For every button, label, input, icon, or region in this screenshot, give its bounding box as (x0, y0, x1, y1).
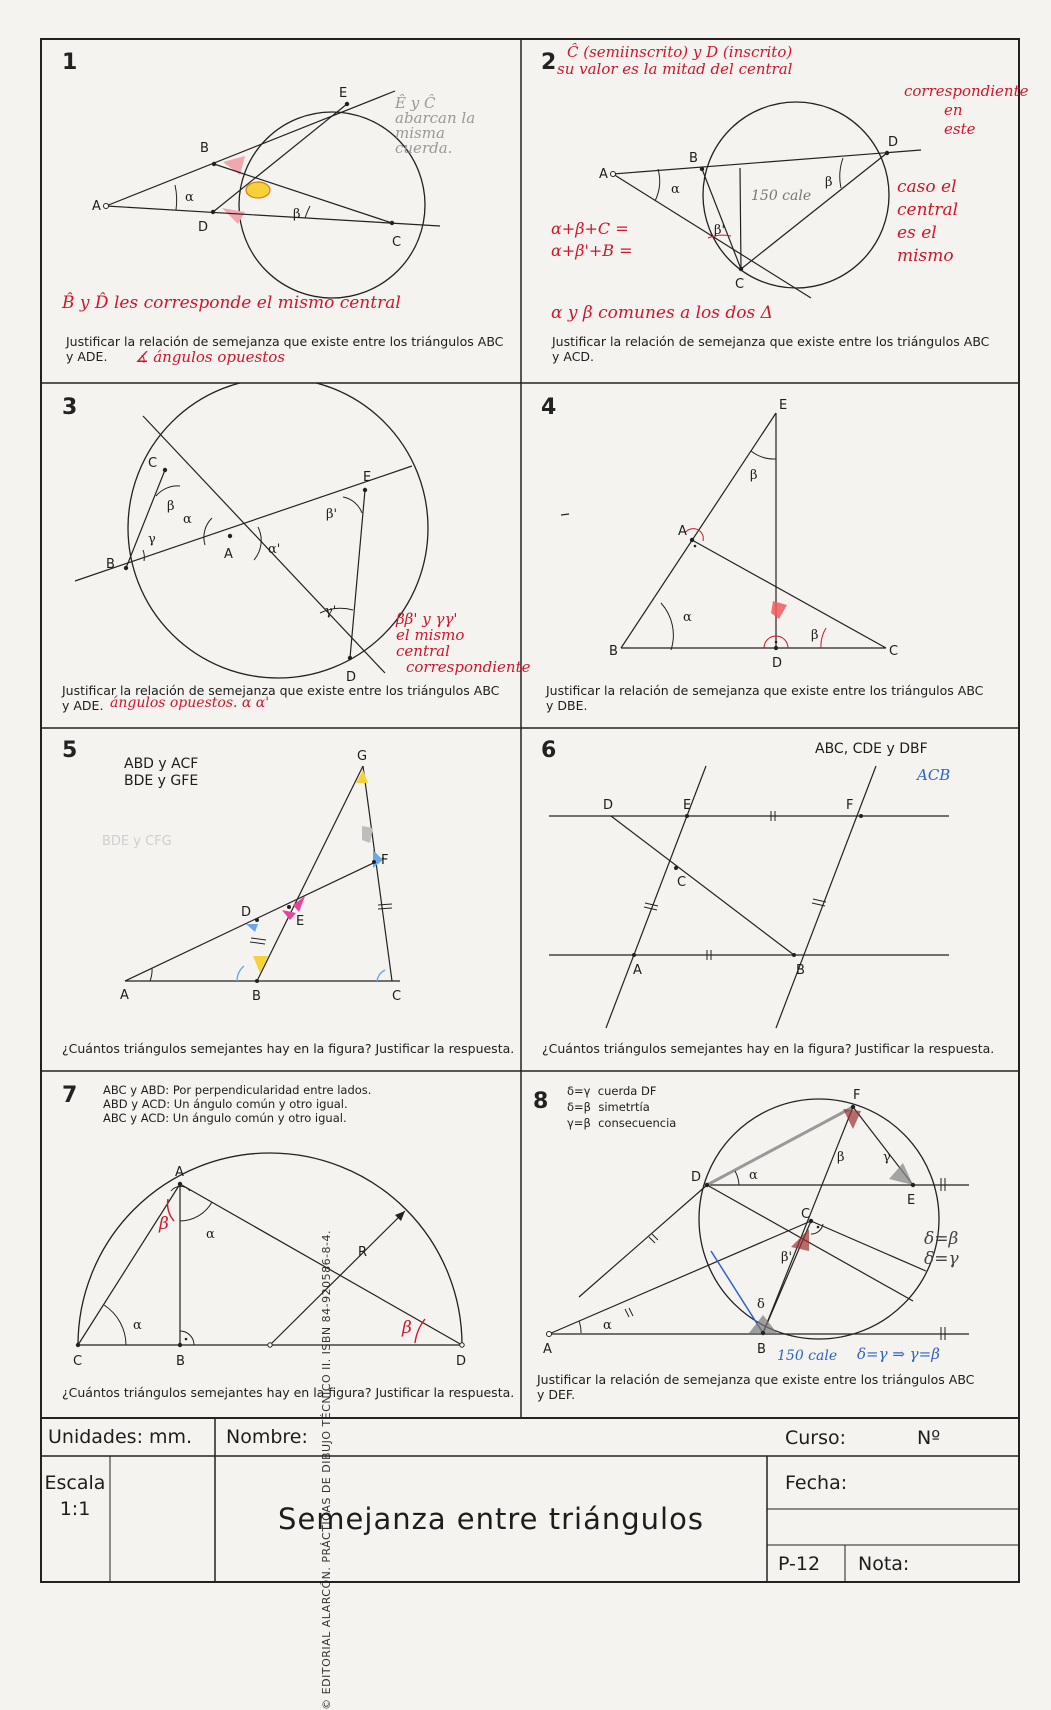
hw-line: su valor es la mitad del central (557, 60, 793, 78)
label-B: B (757, 1342, 766, 1357)
problem-1 (40, 38, 521, 383)
note-eq: γ=β (567, 1116, 591, 1130)
label-C: C (73, 1354, 83, 1369)
task-line: y ACD. (552, 349, 595, 364)
hw-line: correspondiente (904, 82, 1029, 100)
figure-3 (40, 383, 521, 728)
problem-number: 2 (541, 50, 557, 75)
label-B: B (252, 989, 261, 1004)
label-D: D (198, 220, 209, 235)
handwritten-note: ∡ ángulos opuestos (135, 348, 285, 366)
task-text: ¿Cuántos triángulos semejantes hay en la figura? Justificar la respuesta. (62, 1385, 515, 1400)
label-beta-prime: β' (326, 507, 338, 522)
label-E: E (683, 798, 692, 813)
hw-line: central (396, 642, 450, 660)
task-line: Justificar la relación de semejanza que existe entre los triángulos ABC (537, 1372, 975, 1387)
label-D: D (772, 656, 783, 671)
date-label: Fecha: (785, 1472, 848, 1494)
label-A: A (224, 547, 233, 562)
note-line: ABD y ACD: Un ángulo común y otro igual. (103, 1097, 348, 1111)
hw-line: cuerda. (395, 139, 453, 157)
handwritten-note (557, 44, 792, 78)
hw-line: mismo (897, 246, 954, 266)
handwritten-note: δ=γ ⇒ γ=β (857, 1345, 940, 1363)
task-line: Justificar la relación de semejanza que existe entre los triángulos ABC (62, 683, 500, 698)
problem-number: 4 (541, 395, 557, 420)
label-D: D (888, 135, 899, 150)
label-alpha: α (133, 1318, 142, 1333)
hw-line: ββ' y γγ' (396, 610, 458, 628)
label-A: A (120, 988, 129, 1003)
note-eq: δ=β (567, 1100, 592, 1114)
label-beta: β (167, 499, 175, 514)
label-beta-prime: β' (781, 1250, 793, 1265)
label-B: B (609, 644, 618, 659)
handwritten-note: ángulos opuestos. α α' (110, 695, 270, 711)
task-text (537, 1372, 974, 1402)
hw-line: central (897, 200, 959, 220)
label-C: C (392, 235, 402, 250)
label-F: F (381, 853, 389, 868)
label-beta: β (750, 468, 758, 483)
label-D: D (691, 1170, 702, 1185)
hw-line: este (944, 120, 976, 138)
note-text: consecuencia (598, 1116, 677, 1130)
label-A: A (543, 1342, 552, 1357)
label-G: G (357, 749, 368, 764)
label-C: C (677, 875, 687, 890)
label-alpha: α (603, 1318, 612, 1333)
label-F: F (846, 798, 854, 813)
handwritten-note (924, 1229, 959, 1269)
label-alpha: α (206, 1227, 215, 1242)
label-alpha: α (683, 610, 692, 625)
problem-number: 5 (62, 738, 78, 763)
units-cell (40, 1418, 215, 1456)
label-delta: δ (757, 1297, 765, 1312)
figure-7 (40, 1071, 521, 1418)
problem-5 (40, 728, 521, 1071)
sheet-title: Semejanza entre triángulos (278, 1502, 704, 1536)
label-E: E (779, 398, 788, 413)
worksheet (40, 38, 1029, 1583)
note-text: cuerda DF (597, 1084, 657, 1098)
problem-2 (521, 38, 1029, 383)
label-D: D (456, 1354, 467, 1369)
problem-4 (521, 383, 1020, 728)
problem-3 (40, 383, 531, 728)
handwritten-note: β (159, 1214, 169, 1234)
label-A: A (633, 963, 642, 978)
handwritten-note: ACB (917, 766, 951, 784)
task-line: y DEF. (537, 1387, 576, 1402)
label-B: B (106, 557, 115, 572)
hw-line: δ=β (924, 1229, 959, 1249)
label-E: E (907, 1193, 916, 1208)
name-label: Nombre: (226, 1426, 308, 1448)
label-E: E (296, 914, 305, 929)
hw-line: Ĉ (semiinscrito) y D (inscrito) (567, 43, 793, 61)
figure-5 (40, 728, 521, 1071)
label-beta: β (811, 628, 819, 643)
label-beta: β (825, 175, 833, 190)
note-eq: δ=γ (567, 1084, 591, 1098)
handwritten-note (897, 176, 958, 268)
handwritten-note (551, 218, 633, 262)
label-gamma-prime: γ' (325, 604, 337, 619)
handwritten-note (395, 96, 475, 156)
label-C: C (735, 277, 745, 292)
note-text: simetrtía (598, 1100, 650, 1114)
label-R: R (358, 1245, 368, 1260)
label-alpha: α (671, 182, 680, 197)
handwritten-note: 150 cale (777, 1348, 838, 1364)
figure-1 (40, 38, 521, 383)
course-label: Curso: (785, 1427, 847, 1449)
hw-line: δ=γ (924, 1249, 959, 1269)
figure-4 (521, 383, 1020, 728)
label-C: C (148, 456, 158, 471)
task-text: ¿Cuántos triángulos semejantes hay en la figura? Justificar la respuesta. (542, 1041, 995, 1056)
label-beta-prime: β' (714, 223, 726, 238)
label-alpha: α (185, 190, 194, 205)
hw-line: abarcan la (395, 109, 476, 127)
scale-value: 1:1 (59, 1498, 91, 1520)
handwritten-note (904, 82, 1028, 139)
label-C: C (889, 644, 899, 659)
faint-note: BDE y CFG (102, 834, 172, 849)
problem-6 (521, 728, 1020, 1071)
hw-line: es el (897, 223, 937, 243)
problem-number: 1 (62, 50, 78, 75)
problem-number: 7 (62, 1083, 78, 1108)
task-line: y DBE. (546, 698, 588, 713)
problem-number: 8 (533, 1089, 549, 1114)
hw-line: el mismo (396, 626, 465, 644)
note-line: ABC y ACD: Un ángulo común y otro igual. (103, 1111, 347, 1125)
label-alpha: α (183, 512, 192, 527)
handwritten-note: α y β comunes a los dos Δ (551, 303, 773, 323)
grade-label: Nota: (858, 1553, 910, 1575)
note-line: BDE y GFE (124, 773, 199, 789)
hw-line: α+β+C = (551, 219, 629, 238)
hw-line: α+β'+B = (551, 241, 633, 260)
units-value: mm. (149, 1426, 193, 1448)
label-beta: β (293, 207, 301, 222)
hw-line: misma (395, 124, 445, 142)
label-A: A (678, 524, 687, 539)
label-C: C (801, 1207, 811, 1222)
label-beta: β (837, 1150, 845, 1165)
handwritten-note (396, 611, 530, 675)
units-label: Unidades: (48, 1426, 143, 1448)
task-line: Justificar la relación de semejanza que existe entre los triángulos ABC (66, 334, 504, 349)
problem-number: 3 (62, 395, 78, 420)
task-line: y ADE. (66, 349, 108, 364)
handwritten-note: B̂ y D̂ les corresponde el mismo central (62, 293, 401, 313)
label-B: B (176, 1354, 185, 1369)
label-D: D (346, 670, 357, 685)
handwritten-note: 150 cale (751, 188, 812, 204)
label-A: A (92, 199, 101, 214)
label-gamma: γ (148, 532, 156, 547)
label-B: B (200, 141, 209, 156)
label-alpha-prime: α' (268, 542, 281, 557)
task-text (552, 334, 989, 364)
hw-line: Ê y Ĉ (395, 94, 436, 112)
label-B: B (796, 963, 805, 978)
task-line: Justificar la relación de semejanza que existe entre los triángulos ABC (546, 683, 984, 698)
problem-number: 6 (541, 738, 557, 763)
task-text: ¿Cuántos triángulos semejantes hay en la figura? Justificar la respuesta. (62, 1041, 515, 1056)
hw-line: caso el (897, 177, 957, 197)
hw-line: correspondiente (406, 658, 531, 676)
label-E: E (339, 86, 348, 101)
label-D: D (603, 798, 614, 813)
scale-cell (40, 1456, 110, 1583)
label-E: E (363, 470, 372, 485)
number-label: Nº (917, 1427, 941, 1449)
copyright-side-text: © EDITORIAL ALARCÓN. PRÁCTICAS DE DIBUJO TÉCNICO II. ISBN 84-920586-8-4. (319, 1230, 333, 1710)
scale-label: Escala (44, 1472, 106, 1494)
note-line: ABC y ABD: Por perpendicularidad entre lados. (103, 1083, 372, 1097)
note-line: ABC, CDE y DBF (815, 741, 928, 757)
label-A: A (175, 1165, 184, 1180)
problem-7 (40, 1071, 521, 1418)
hw-line: en (944, 101, 963, 119)
note-line: ABD y ACF (124, 756, 199, 772)
figure-6 (521, 728, 1020, 1071)
label-F: F (853, 1088, 861, 1103)
label-B: B (689, 151, 698, 166)
problem-8 (521, 1071, 1020, 1418)
label-gamma: γ (883, 1150, 891, 1165)
label-C: C (392, 989, 402, 1004)
label-alpha: α (749, 1168, 758, 1183)
sheet-code: P-12 (778, 1553, 821, 1575)
task-text (546, 683, 983, 713)
label-A: A (599, 167, 608, 182)
task-line: Justificar la relación de semejanza que existe entre los triángulos ABC (552, 334, 990, 349)
task-line: y ADE. (62, 698, 104, 713)
label-D: D (241, 905, 252, 920)
handwritten-note: β (402, 1318, 412, 1338)
